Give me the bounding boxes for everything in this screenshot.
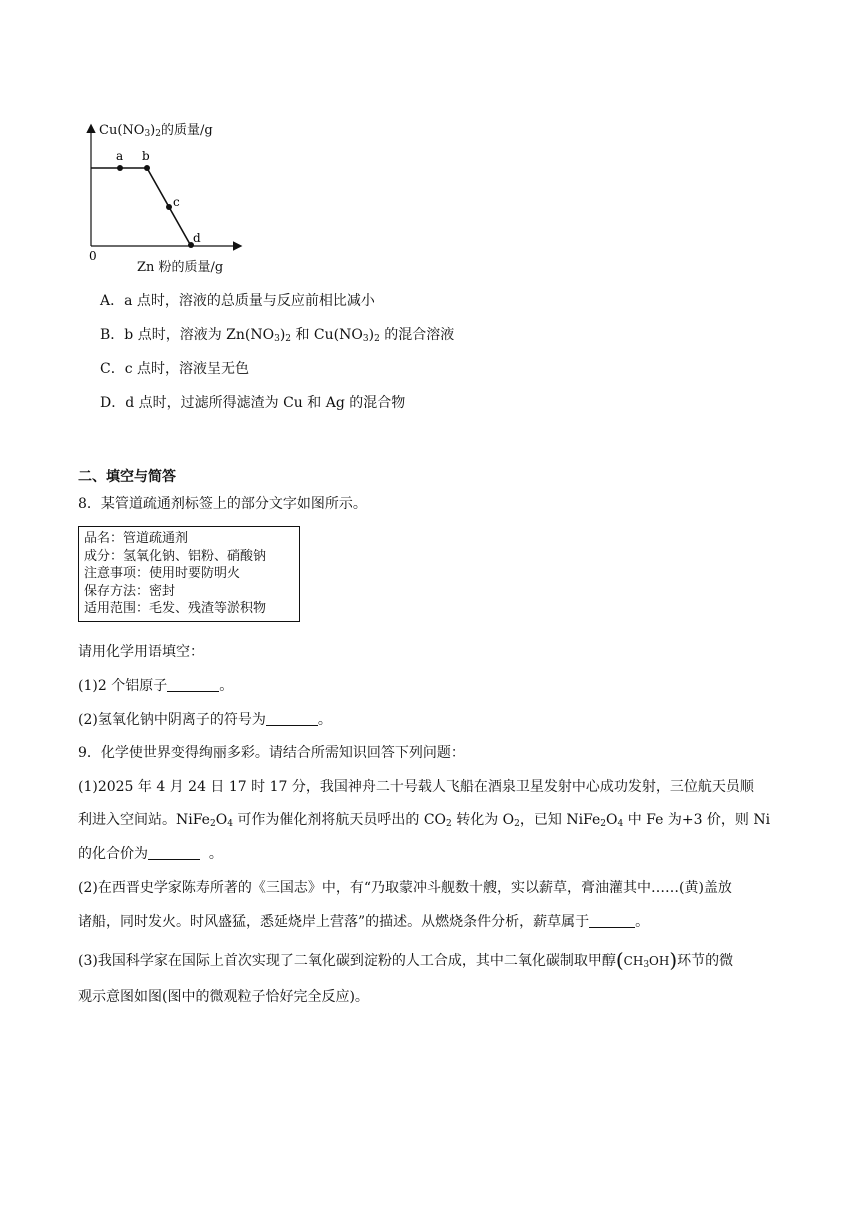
label-line: 注意事项：使用时要防明火	[84, 566, 241, 581]
label-line: 品名：管道疏通剂	[84, 531, 189, 546]
answer-blank[interactable]	[266, 711, 318, 726]
q8-part1: (1)2 个铝原子 。	[78, 678, 234, 694]
q9-part3-line1: (3)我国科学家在国际上首次实现了二氧化碳到淀粉的人工合成，其中二氧化碳制取甲醇$(CH_3OH)$环节的微	[78, 948, 734, 972]
x-axis-label: Zn 粉的质量/g	[137, 260, 224, 275]
q9-part2-line1: (2)在西晋史学家陈寿所著的《三国志》中，有“乃取蒙冲斗舰数十艘，实以薪草，膏油灌其中……(黄)盖放	[78, 880, 732, 896]
origin-label: 0	[89, 249, 97, 263]
point-d-label: d	[193, 231, 201, 245]
point-a-label: a	[116, 149, 124, 163]
q9-stem: 9．化学使世界变得绚丽多彩。请结合所需知识回答下列问题：	[78, 745, 465, 761]
q9-part1-line3: 的化合价为 。	[78, 846, 223, 862]
label-line: 保存方法：密封	[84, 583, 176, 599]
q8-instruction: 请用化学用语填空：	[78, 644, 204, 660]
product-label	[78, 526, 300, 622]
option-c: C．c 点时，溶液呈无色	[100, 361, 250, 377]
label-line: 适用范围：毛发、残渣等淤积物	[84, 601, 267, 616]
answer-blank[interactable]	[167, 677, 219, 692]
q9-part2-line2: 诸船，同时发火。时风盛猛，悉延烧岸上营落”的描述。从燃烧条件分析，薪草属于 。	[78, 914, 650, 930]
option-a: A．a 点时，溶液的总质量与反应前相比减小	[100, 293, 375, 309]
copper-nitrate-mass-graph	[80, 118, 260, 278]
option-b: B．b 点时，溶液为 $Zn(NO_3)_2$ 和 $Cu(NO_3)_2$ 的混合溶液	[100, 327, 455, 344]
y-axis-label: $Cu(NO_3)_2$的质量/g	[99, 123, 213, 139]
point-b-label: b	[142, 149, 150, 163]
q9-part3-line2: 观示意图如图(图中的微观粒子恰好完全反应)。	[78, 989, 369, 1005]
q9-part1-line1: (1)2025 年 4 月 24 日 17 时 17 分，我国神舟二十号载人飞船在酒泉卫星发射中心成功发射，三位航天员顺	[78, 779, 754, 795]
point-c	[166, 204, 172, 210]
answer-blank[interactable]	[589, 913, 635, 928]
option-d: D．d 点时，过滤所得滤渣为 Cu 和 Ag 的混合物	[100, 395, 406, 411]
q8-part2: (2)氢氧化钠中阴离子的符号为 。	[78, 712, 332, 728]
q8-stem: 8．某管道疏通剂标签上的部分文字如图所示。	[78, 496, 367, 512]
point-c-label: c	[173, 195, 180, 209]
section-title: 二、填空与简答	[78, 469, 176, 485]
q9-part1-line2: 利进入空间站。$NiFe_2O_4$ 可作为催化剂将航天员呼出的 $CO_2$ 转化为 $O_2$，已知 $NiFe_2O_4$ 中 Fe 为+3 价，则 Ni	[78, 812, 771, 829]
answer-blank[interactable]	[148, 845, 200, 860]
point-a	[117, 165, 123, 171]
point-b	[144, 165, 150, 171]
label-line: 成分：氢氧化钠、铝粉、硝酸钠	[84, 548, 267, 564]
